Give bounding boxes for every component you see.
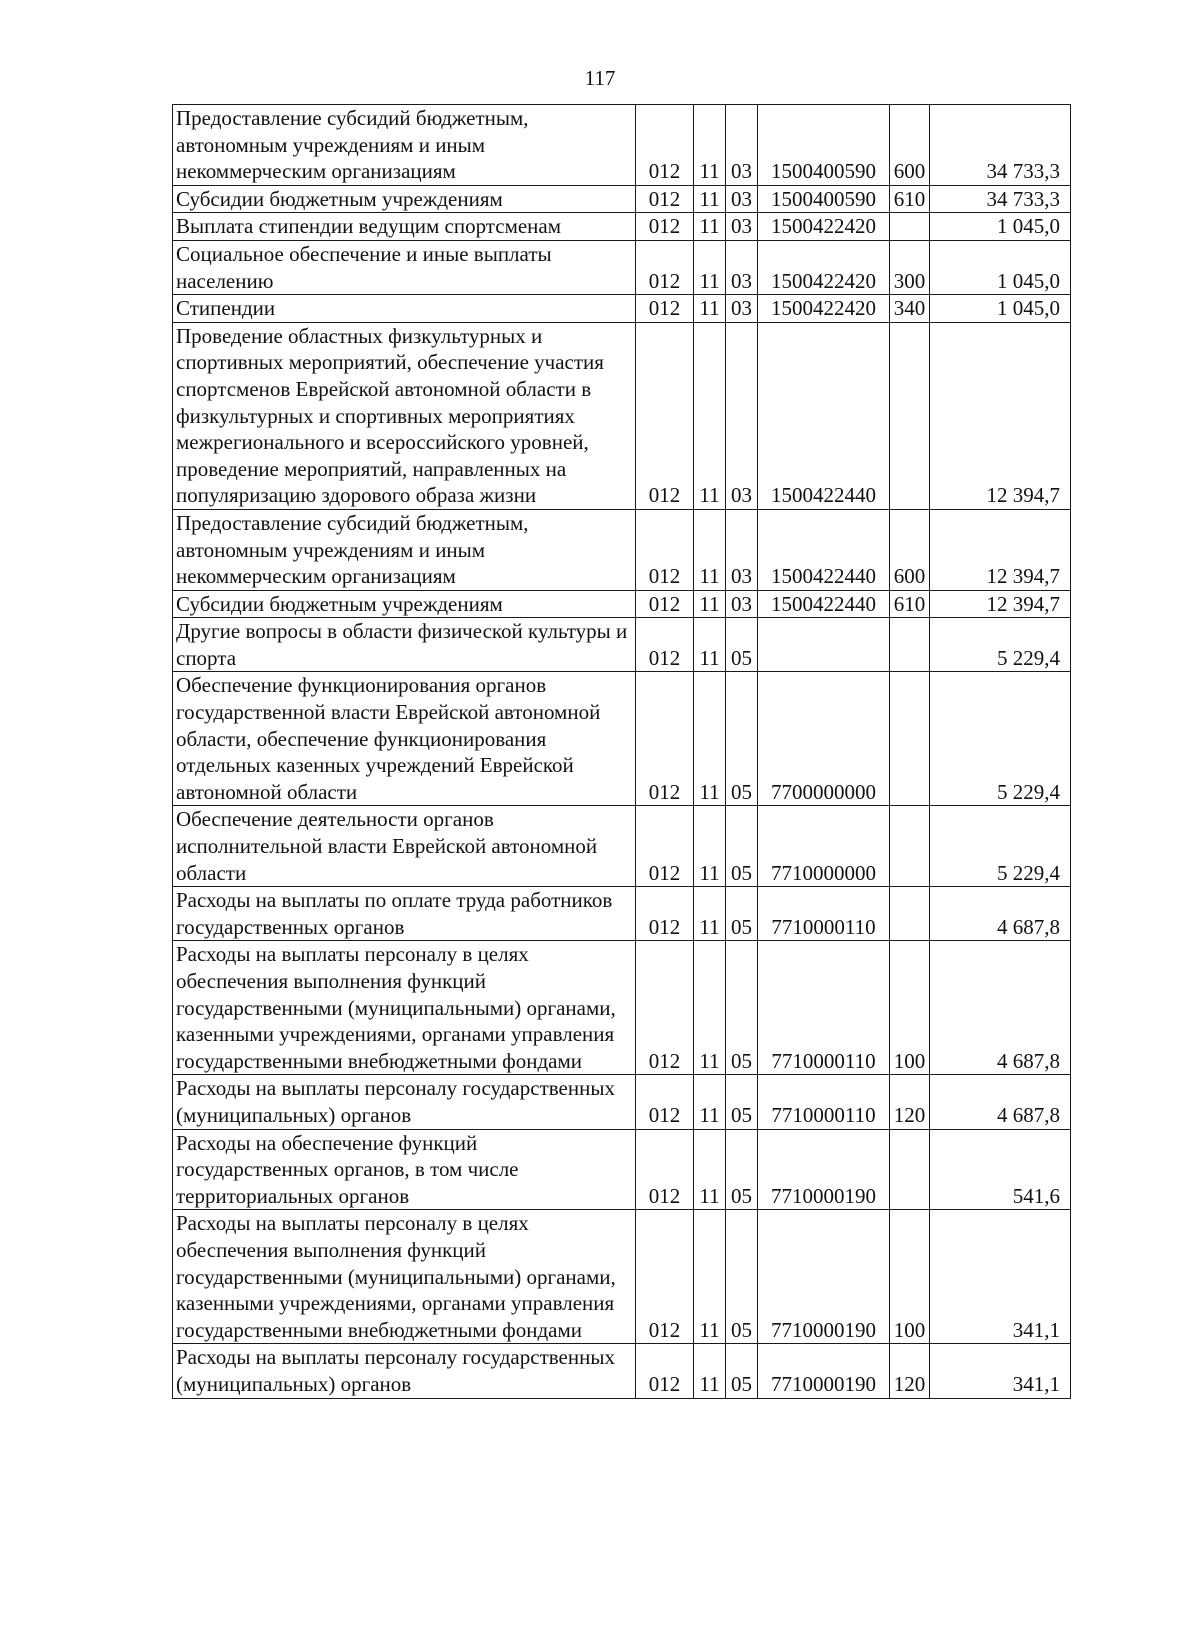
row-section-code: 11 [694,240,726,294]
row-subsection-code: 03 [726,105,758,186]
row-amount: 5 229,4 [930,672,1071,806]
row-subsection-code: 05 [726,887,758,941]
row-ved-code: 012 [636,185,694,213]
row-section-code: 11 [694,590,726,618]
row-section-code: 11 [694,618,726,672]
row-target-article-code: 1500422440 [758,590,890,618]
table-row [173,590,1071,618]
row-name: Обеспечение функционирования органов государственной власти Еврейской автономной области, обеспечение функционирования отдельных казенных учреждений Еврейской автономной области [173,672,636,806]
row-expense-type-code [890,1129,930,1210]
row-subsection-code: 03 [726,295,758,323]
row-expense-type-code: 120 [890,1344,930,1398]
row-name: Расходы на выплаты по оплате труда работников государственных органов [173,887,636,941]
budget-table-body [173,105,1071,1399]
row-section-code: 11 [694,1129,726,1210]
row-expense-type-code: 100 [890,1210,930,1344]
row-expense-type-code [890,887,930,941]
row-target-article-code: 1500422420 [758,213,890,241]
table-row [173,295,1071,323]
table-row [173,941,1071,1075]
table-row [173,509,1071,590]
row-ved-code: 012 [636,618,694,672]
row-amount: 34 733,3 [930,185,1071,213]
row-name: Субсидии бюджетным учреждениям [173,185,636,213]
row-name: Расходы на обеспечение функций государственных органов, в том числе территориальных органов [173,1129,636,1210]
row-section-code: 11 [694,185,726,213]
row-ved-code: 012 [636,240,694,294]
row-name: Предоставление субсидий бюджетным, автономным учреждениям и иным некоммерческим организациям [173,509,636,590]
row-expense-type-code: 120 [890,1075,930,1129]
row-ved-code: 012 [636,213,694,241]
row-target-article-code: 7710000110 [758,941,890,1075]
table-row [173,1344,1071,1398]
row-subsection-code: 05 [726,1129,758,1210]
table-row [173,213,1071,241]
row-expense-type-code [890,618,930,672]
row-expense-type-code: 610 [890,185,930,213]
row-expense-type-code: 100 [890,941,930,1075]
row-subsection-code: 03 [726,213,758,241]
row-target-article-code: 1500422440 [758,322,890,509]
row-ved-code: 012 [636,887,694,941]
row-ved-code: 012 [636,295,694,323]
row-name: Другие вопросы в области физической культуры и спорта [173,618,636,672]
row-subsection-code: 05 [726,672,758,806]
table-row [173,1210,1071,1344]
row-amount: 5 229,4 [930,618,1071,672]
table-row [173,672,1071,806]
row-target-article-code: 7710000190 [758,1210,890,1344]
row-section-code: 11 [694,887,726,941]
row-amount: 1 045,0 [930,240,1071,294]
row-expense-type-code: 610 [890,590,930,618]
row-expense-type-code: 340 [890,295,930,323]
row-ved-code: 012 [636,806,694,887]
row-ved-code: 012 [636,1344,694,1398]
row-name: Субсидии бюджетным учреждениям [173,590,636,618]
row-name: Проведение областных физкультурных и спортивных мероприятий, обеспечение участия спортсменов Еврейской автономной области в физкультурных и спортивных мероприятиях межрегионального и всероссийского уровней, проведение мероприятий, направленных на популяризацию здорового образа жизни [173,322,636,509]
row-target-article-code: 1500422440 [758,509,890,590]
row-amount: 12 394,7 [930,590,1071,618]
row-expense-type-code [890,806,930,887]
row-expense-type-code: 600 [890,509,930,590]
row-subsection-code: 03 [726,322,758,509]
table-row [173,185,1071,213]
row-target-article-code: 7710000000 [758,806,890,887]
row-amount: 12 394,7 [930,322,1071,509]
row-ved-code: 012 [636,590,694,618]
row-amount: 5 229,4 [930,806,1071,887]
row-name: Расходы на выплаты персоналу государственных (муниципальных) органов [173,1075,636,1129]
row-section-code: 11 [694,1344,726,1398]
row-expense-type-code [890,213,930,241]
row-target-article-code: 7710000110 [758,1075,890,1129]
row-subsection-code: 03 [726,590,758,618]
page-number: 117 [584,66,616,90]
row-name: Выплата стипендии ведущим спортсменам [173,213,636,241]
row-ved-code: 012 [636,1075,694,1129]
row-amount: 4 687,8 [930,1075,1071,1129]
row-target-article-code: 1500422420 [758,240,890,294]
row-subsection-code: 05 [726,1075,758,1129]
row-amount: 341,1 [930,1344,1071,1398]
row-amount: 4 687,8 [930,941,1071,1075]
table-row [173,240,1071,294]
row-amount: 12 394,7 [930,509,1071,590]
row-section-code: 11 [694,213,726,241]
row-target-article-code: 1500400590 [758,185,890,213]
row-subsection-code: 05 [726,941,758,1075]
row-target-article-code [758,618,890,672]
row-target-article-code: 7700000000 [758,672,890,806]
row-subsection-code: 03 [726,185,758,213]
row-expense-type-code: 300 [890,240,930,294]
row-amount: 541,6 [930,1129,1071,1210]
row-target-article-code: 7710000190 [758,1344,890,1398]
row-ved-code: 012 [636,105,694,186]
row-section-code: 11 [694,941,726,1075]
row-amount: 1 045,0 [930,295,1071,323]
row-subsection-code: 03 [726,509,758,590]
table-row [173,1129,1071,1210]
row-expense-type-code [890,672,930,806]
row-section-code: 11 [694,1075,726,1129]
row-name: Стипендии [173,295,636,323]
row-amount: 34 733,3 [930,105,1071,186]
row-name: Обеспечение деятельности органов исполнительной власти Еврейской автономной области [173,806,636,887]
row-name: Расходы на выплаты персоналу в целях обеспечения выполнения функций государственными (муниципальными) органами, казенными учреждениями, органами управления государственными внебюджетными фондами [173,941,636,1075]
row-amount: 1 045,0 [930,213,1071,241]
row-section-code: 11 [694,509,726,590]
row-subsection-code: 05 [726,1344,758,1398]
row-name: Расходы на выплаты персоналу в целях обеспечения выполнения функций государственными (муниципальными) органами, казенными учреждениями, органами управления государственными внебюджетными фондами [173,1210,636,1344]
row-target-article-code: 7710000110 [758,887,890,941]
row-target-article-code: 1500422420 [758,295,890,323]
row-ved-code: 012 [636,1210,694,1344]
row-name: Предоставление субсидий бюджетным, автономным учреждениям и иным некоммерческим организациям [173,105,636,186]
row-subsection-code: 05 [726,618,758,672]
row-expense-type-code [890,322,930,509]
row-name: Расходы на выплаты персоналу государственных (муниципальных) органов [173,1344,636,1398]
row-section-code: 11 [694,806,726,887]
table-row [173,1075,1071,1129]
row-section-code: 11 [694,1210,726,1344]
row-ved-code: 012 [636,322,694,509]
row-amount: 4 687,8 [930,887,1071,941]
row-ved-code: 012 [636,672,694,806]
row-expense-type-code: 600 [890,105,930,186]
table-row [173,806,1071,887]
row-target-article-code: 1500400590 [758,105,890,186]
table-row [173,618,1071,672]
table-row [173,887,1071,941]
row-ved-code: 012 [636,941,694,1075]
row-section-code: 11 [694,105,726,186]
row-section-code: 11 [694,295,726,323]
row-target-article-code: 7710000190 [758,1129,890,1210]
row-name: Социальное обеспечение и иные выплаты населению [173,240,636,294]
row-ved-code: 012 [636,509,694,590]
budget-table [172,104,1071,1399]
row-subsection-code: 05 [726,806,758,887]
row-section-code: 11 [694,322,726,509]
row-section-code: 11 [694,672,726,806]
table-row [173,105,1071,186]
row-subsection-code: 05 [726,1210,758,1344]
row-amount: 341,1 [930,1210,1071,1344]
row-ved-code: 012 [636,1129,694,1210]
row-subsection-code: 03 [726,240,758,294]
table-row [173,322,1071,509]
